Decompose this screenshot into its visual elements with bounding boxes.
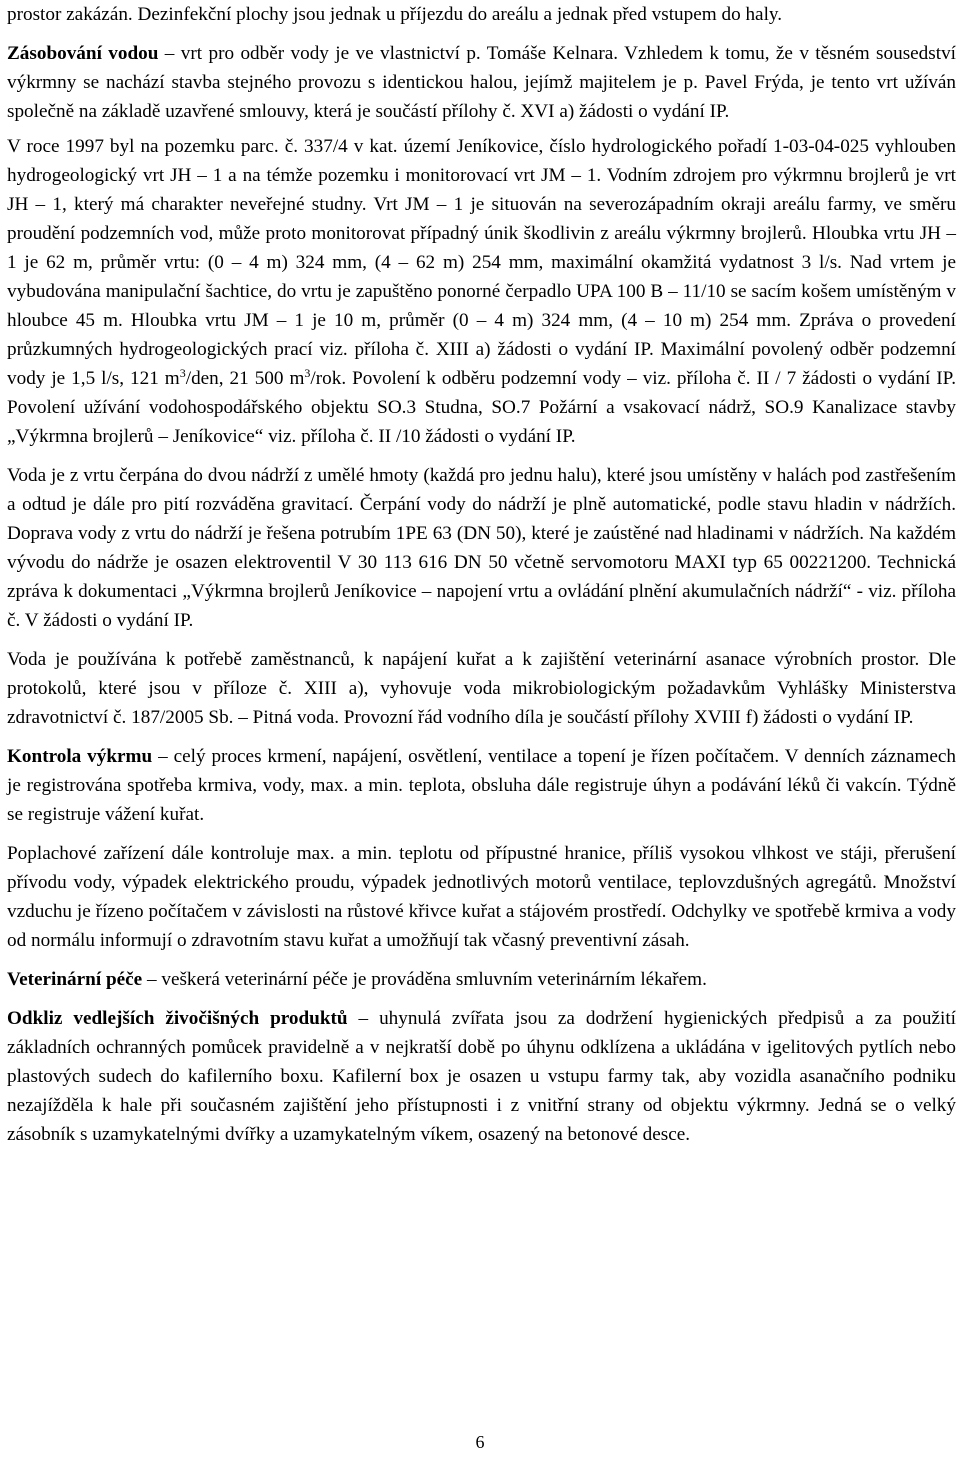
heading-veterinarni-pece: Veterinární péče xyxy=(7,969,143,990)
heading-odkliz: Odkliz vedlejších živočišných produktů xyxy=(7,1008,348,1029)
paragraph-zasobovani-vodou xyxy=(7,39,956,126)
text-vrt-part2: /den, 21 500 m xyxy=(185,368,305,389)
text-vrt-part3: /rok. Povolení k odběru podzemní vody – viz. příloha č. II / 7 žádosti o vydání IP. Povolení užívání vodohospodářského objektu SO.3 Studna, SO.7 Požární a vsakovací nádrž, SO.9 Kanalizace stavby „Výkrmna brojlerů – Jeníkovice“ viz. příloha č. II /10 žádosti o vydání IP. xyxy=(7,368,956,447)
document-page xyxy=(7,0,956,1159)
superscript-cubic-2: 3 xyxy=(304,366,311,380)
superscript-cubic-1: 3 xyxy=(179,366,186,380)
heading-kontrola-vykrmu: Kontrola výkrmu xyxy=(7,746,153,767)
text-vrt-part1: V roce 1997 byl na pozemku parc. č. 337/4 v kat. území Jeníkovice, číslo hydrologického pořadí 1-03-04-025 vyhlouben hydrogeologický vrt JH – 1 a na témže pozemku i monitorovací vrt JM – 1. Vodním zdrojem pro výkrmnu brojlerů je vrt JH – 1, který má charakter neveřejné studny. Vrt JM – 1 je situován na severozápadním okraji areálu farmy, ve směru proudění podzemních vod, může proto monitorovat případný únik škodlivin z areálu výkrmny brojlerů. Hloubka vrtu JH – 1 je 62 m, průměr vrtu: (0 – 4 m) 324 mm, (4 – 62 m) 254 mm, maximální okamžitá vydatnost 3 l/s. Nad vrtem je vybudována manipulační šachtice, do vrtu je zapuštěno ponorné čerpadlo UPA 100 B – 11/10 se sacím košem umístěným v hloubce 45 m. Hloubka vrtu JM – 1 je 10 m, průměr (0 – 4 m) 324 mm, (4 – 10 m) 254 mm. Zpráva o provedení průzkumných hydrogeologických prací viz. příloha č. XIII a) žádosti o vydání IP. Maximální povolený odběr podzemní vody je 1,5 l/s, 121 m xyxy=(7,136,956,389)
paragraph-odkliz xyxy=(7,1004,956,1149)
paragraph-poplachove-zarizeni: Poplachové zařízení dále kontroluje max. a min. teplotu od přípustné hranice, příliš vysokou vlhkost ve stáji, přerušení přívodu vody, výpadek elektrického proudu, výpadek jednotlivých motorů ventilace, teplovzdušných agregátů. Množství vzduchu je řízeno počítačem v závislosti na růstové křivce kuřat a stájovém prostředí. Odchylky ve spotřebě krmiva a vody od normálu informují o zdravotním stavu kuřat a umožňují tak včasný preventivní zásah. xyxy=(7,843,956,951)
text-odkliz: – uhynulá zvířata jsou za dodržení hygienických předpisů a za použití základních ochranných pomůcek pravidelně a v nejkratší době po úhynu odklízena a ukládána v igelitových pytlích nebo plastových sudech do kafilerního boxu. Kafilerní box je osazen u vstupu farmy tak, aby vozidla asanačního podniku nezajížděla k hale při současném zajištění jeho přístupnosti i z vnitřní strany od objektu výkrmny. Jedná se o velký zásobník s uzamykatelnými dvířky a uzamykatelným víkem, osazený na betonové desce. xyxy=(7,1008,956,1145)
paragraph-voda-z-vrtu: Voda je z vrtu čerpána do dvou nádrží z umělé hmoty (každá pro jednu halu), které jsou umístěny v halách pod zastřešením a odtud je dále pro pití rozváděna gravitací. Čerpání vody do nádrží je plně automatické, podle stavu hladin v nádržích. Doprava vody z vrtu do nádrží je řešena potrubím 1PE 63 (DN 50), které je zaústěné nad hladinami v nádržích. Na každém vývodu do nádrže je osazen elektroventil V 30 113 616 DN 50 včetně servomotoru MAXI typ 65 00221200. Technická zpráva k dokumentaci „Výkrmna brojlerů Jeníkovice – napojení vrtu a ovládání plnění akumulačních nádrží“ - viz. příloha č. V žádosti o vydání IP. xyxy=(7,465,956,631)
paragraph-vrt-jh xyxy=(7,132,956,451)
heading-zasobovani-vodou: Zásobování vodou xyxy=(7,43,159,64)
paragraph-prostor: prostor zakázán. Dezinfekční plochy jsou jednak u příjezdu do areálu a jednak před vstupem do haly. xyxy=(7,4,783,25)
paragraph-veterinarni-pece xyxy=(7,965,956,994)
paragraph-kontrola-vykrmu xyxy=(7,742,956,829)
text-veterinarni-pece: – veškerá veterinární péče je prováděna smluvním veterinárním lékařem. xyxy=(142,969,707,990)
text-zasobovani-vodou: – vrt pro odběr vody je ve vlastnictví p. Tomáše Kelnara. Vzhledem k tomu, že v těsném sousedství výkrmny se nachází stavba stejného provozu s identickou halou, jejímž majitelem je p. Pavel Frýda, je tento vrt užíván společně na základě uzavřené smlouvy, která je součástí přílohy č. XVI a) žádosti o vydání IP. xyxy=(7,43,956,122)
paragraph-voda-pouzivana: Voda je používána k potřebě zaměstnanců, k napájení kuřat a k zajištění veterinární asanace výrobních prostor. Dle protokolů, které jsou v příloze č. XIII a), vyhovuje voda mikrobiologickým požadavkům Vyhlášky Ministerstva zdravotnictví č. 187/2005 Sb. – Pitná voda. Provozní řád vodního díla je součástí přílohy XVIII f) žádosti o vydání IP. xyxy=(7,649,956,728)
text-kontrola-vykrmu: – celý proces krmení, napájení, osvětlení, ventilace a topení je řízen počítačem. V denních záznamech je registrována spotřeba krmiva, vody, max. a min. teplota, obsluha dále registruje úhyn a podávání léků či vakcín. Týdně se registruje vážení kuřat. xyxy=(7,746,957,825)
page-number: 6 xyxy=(475,1432,485,1452)
